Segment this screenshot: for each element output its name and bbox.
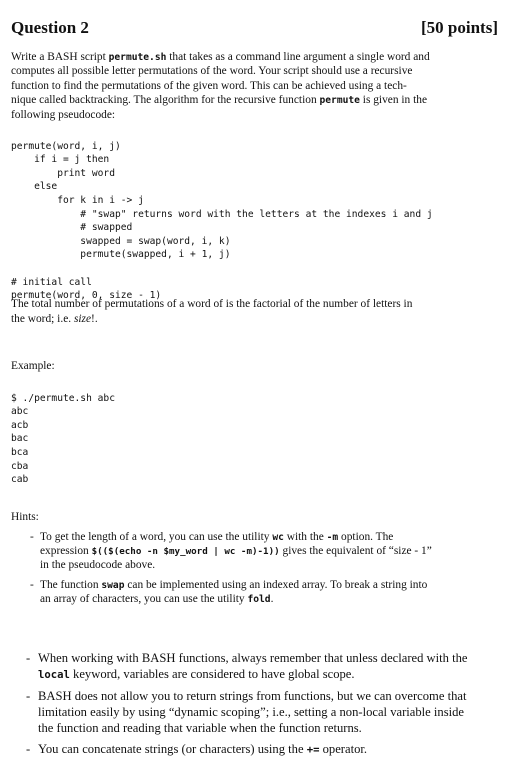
wc-expression-code: $(($(echo -n $my_word | wc -m)-1)) (91, 546, 280, 557)
factorial-line-1: The total number of permutations of a word of is the factorial of the number of letters in (11, 298, 413, 310)
pseudocode-line: print word (11, 167, 115, 179)
pseudocode-line: else (11, 181, 58, 193)
pseudocode-line: swapped = swap(word, i, k) (11, 235, 231, 247)
output-line: cba (11, 460, 29, 472)
hint-1-dash: - (30, 531, 34, 543)
script-name-code: permute.sh (108, 52, 167, 63)
question-title: Question 2 (11, 18, 89, 37)
output-line: acb (11, 419, 29, 431)
points-label: [50 points] (421, 18, 498, 37)
note-2-line-2: limitation easily by using “dynamic scoping”; i.e., setting a non-local variable inside (38, 705, 464, 719)
hint-1-line-2: expression $(($(echo -n $my_word | wc -m)-1)) gives the equivalent of “size - 1” (40, 545, 432, 557)
note-1-line-2: local keyword, variables are considered to have global scope. (38, 667, 355, 681)
initial-call-comment: # initial call (11, 276, 92, 288)
output-line: bac (11, 433, 29, 445)
output-line: bca (11, 446, 29, 458)
example-output (11, 378, 115, 500)
note-2-line-1: BASH does not allow you to return strings from functions, but we can overcome that (38, 689, 467, 703)
pseudocode-line: # "swap" returns word with the letters at the indexes i and j (11, 208, 433, 220)
permute-function-code: permute (319, 95, 360, 106)
note-1-dash: - (26, 651, 31, 665)
hint-1-line-1: To get the length of a word, you can use the utility wc with the -m option. The (40, 531, 394, 543)
output-line: abc (11, 406, 29, 418)
intro-line-2: computes all possible letter permutations of the word. Your script should use a recursive (11, 65, 413, 77)
pseudocode-line: permute(swapped, i + 1, j) (11, 249, 231, 261)
pseudocode-line: permute(word, i, j) (11, 140, 121, 152)
intro-line-1: Write a BASH script permute.sh that takes as a command line argument a single word and (11, 51, 430, 63)
note-3-line: You can concatenate strings (or characters) using the += operator. (38, 742, 368, 756)
note-1-line-1: When working with BASH functions, always remember that unless declared with the (38, 651, 468, 665)
output-line: cab (11, 474, 29, 486)
hint-2-line-1: The function swap can be implemented using an indexed array. To break a string into (40, 579, 428, 591)
example-label: Example: (11, 360, 55, 372)
note-2-line-3: the function and reading that variable when the function returns. (38, 721, 362, 735)
hint-2-dash: - (30, 579, 34, 591)
factorial-line-2: the word; i.e. size!. (11, 313, 98, 325)
note-3-dash: - (26, 742, 31, 756)
pseudocode-block (11, 126, 433, 276)
initial-call-code: permute(word, 0, size - 1) (11, 290, 162, 302)
hints-label: Hints: (11, 511, 39, 523)
note-2-dash: - (26, 689, 31, 703)
intro-line-3: function to find the permutations of the given word. This can be achieved using a tech- (11, 80, 407, 92)
hint-2-line-2: an array of characters, you can use the utility fold. (40, 593, 274, 605)
hint-1-line-3: in the pseudocode above. (40, 559, 156, 571)
pseudocode-line: if i = j then (11, 154, 110, 166)
pseudocode-line: for k in i -> j (11, 194, 144, 206)
pseudocode-line: # swapped (11, 222, 133, 234)
intro-line-5: following pseudocode: (11, 109, 116, 121)
example-command: $ ./permute.sh abc (11, 392, 115, 404)
intro-line-4: nique called backtracking. The algorithm for the recursive function permute is given in the (11, 94, 428, 106)
